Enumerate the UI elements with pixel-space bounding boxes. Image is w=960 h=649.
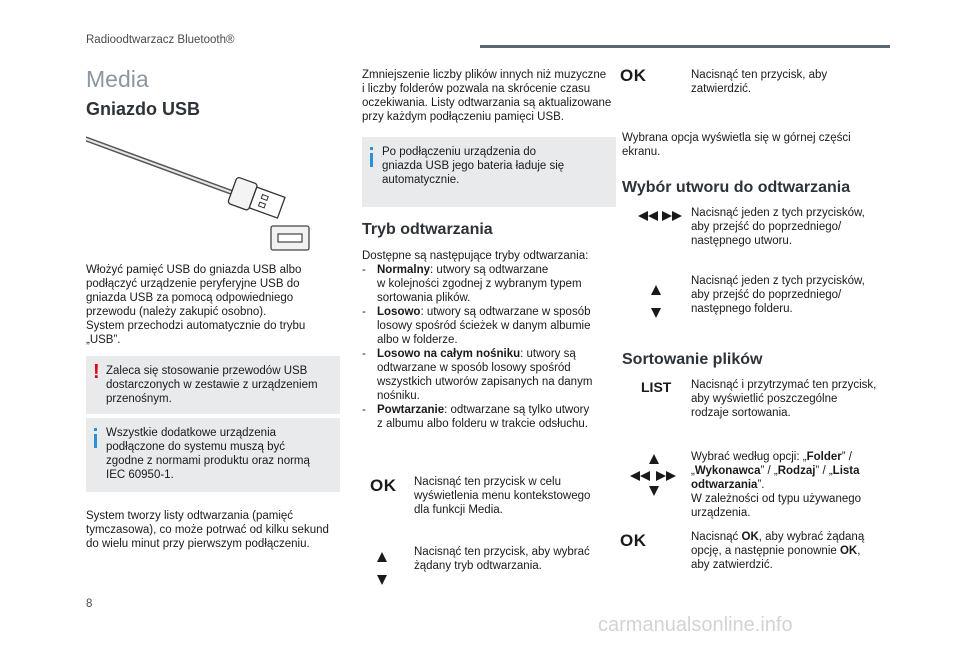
ok-select-description: Nacisnąć OK, aby wybrać żądaną opcję, a następnie ponownie OK, aby zatwierdzić. — [691, 531, 865, 571]
file-count-tip: Zmniejszenie liczby plików innych niż muzyczne i liczby folderów pozwala na skrócenie czasu oczekiwania. Listy odtwarzania są aktualizowane przy każdym podłączeniu pamięci USB. — [362, 69, 612, 123]
ok-button-icon: OK — [620, 66, 647, 85]
usb-instructions: Włożyć pamięć USB do gniazda USB albo podłączyć urządzenie peryferyjne USB do gniazda USB za pomocą odpowiedniego przewodu (należy zakupić osobno). System przechodzi automatycznie do trybu „USB”. — [86, 264, 306, 346]
heading-file-sorting: Sortowanie plików — [622, 351, 763, 368]
ok-button-icon: OK — [620, 531, 647, 550]
prev-next-folder-description: Nacisnąć jeden z tych przycisków, aby przejść do poprzedniego/ następnego folderu. — [691, 275, 865, 315]
heading-playback-mode: Tryb odtwarzania — [362, 221, 493, 238]
section-title: Media — [86, 66, 149, 92]
info-note: Wszystkie dodatkowe urządzenia podłączone do systemu muszą być zgodne z normami produktu oraz normą IEC 60950-1. — [86, 418, 340, 492]
info-icon — [94, 428, 97, 448]
list-sort-description: Nacisnąć i przytrzymać ten przycisk, aby wyświetlić poszczególne rodzaje sortowania. — [691, 379, 877, 419]
ok-confirm-description: Nacisnąć ten przycisk, aby zatwierdzić. — [691, 69, 828, 95]
heading-track-selection: Wybór utworu do odtwarzania — [622, 179, 851, 196]
usb-plug-illustration — [86, 134, 316, 254]
prev-next-track-description: Nacisnąć jeden z tych przycisków, aby przejść do poprzedniego/ następnego utworu. — [691, 207, 865, 247]
playback-modes: Dostępne są następujące tryby odtwarzania: - Normalny: utwory są odtwarzane w kolejności zgodnej z wybranym typem sortowania plików. - Losowo: utwory są odtwarzane w sposób losowy spośród ścieżek w danym albumie albo w folderze. - Losowo na całym nośniku: utwory są odtwarzane w sposób losowy spośród wszystkich utworów zapisanych na danym nośniku. - Powtarzanie: odtwarzane są tylko utwory z albumu albo folderu w trakcie odsłuchu. — [362, 249, 624, 431]
list-item: - Losowo na całym nośniku: utwory są odtwarzane w sposób losowy spośród wszystkich utworów zapisanych na danym nośniku. — [362, 347, 624, 403]
header-rule — [480, 45, 890, 48]
list-item: - Normalny: utwory są odtwarzane w kolejności zgodnej z wybranym typem sortowania plików. — [362, 263, 624, 305]
running-header: Radioodtwarzacz Bluetooth® — [86, 34, 235, 46]
page-number: 8 — [86, 598, 93, 610]
list-item: - Losowo: utwory są odtwarzane w sposób losowy spośród ścieżek w danym albumie albo w folderze. — [362, 305, 624, 347]
info-icon — [370, 147, 373, 167]
up-down-arrows-icon — [377, 552, 387, 585]
sort-option-description: Wybrać według opcji: „Folder” / „Wykonawca” / „Rodzaj” / „Lista odtwarzania”. W zależności od typu używanego urządzenia. — [691, 451, 862, 519]
heading-usb-socket: Gniazdo USB — [86, 99, 201, 119]
charging-info-note: Po podłączeniu urządzenia do gniazda USB jego bateria ładuje się automatycznie. — [362, 137, 616, 207]
ok-button-icon: OK — [370, 476, 397, 495]
list-item: - Powtarzanie: odtwarzane są tylko utwory z albumu albo folderu w trakcie odsłuchu. — [362, 403, 624, 431]
selected-option-note: Wybrana opcja wyświetla się w górnej części ekranu. — [622, 132, 851, 158]
up-down-arrows-icon — [651, 285, 661, 318]
warning-note: ! Zaleca się stosowanie przewodów USB dostarczonych w zestawie z urządzeniem przenośnym. — [86, 356, 340, 414]
prev-next-arrows-icon — [638, 211, 682, 221]
watermark: carmanualsonline.info — [598, 614, 793, 636]
list-button-icon: LIST — [641, 379, 672, 395]
updown-mode-description: Nacisnąć ten przycisk, aby wybrać żądany tryb odtwarzania. — [414, 546, 590, 572]
playlist-note: System tworzy listy odtwarzania (pamięć tymczasowa), co może potrwać od kilku sekund do wielu minut przy pierwszym podłączeniu. — [86, 510, 329, 550]
four-way-arrows-icon — [630, 454, 678, 498]
warning-icon: ! — [93, 361, 100, 383]
ok-menu-description: Nacisnąć ten przycisk w celu wyświetlenia menu kontekstowego dla funkcji Media. — [414, 476, 591, 516]
